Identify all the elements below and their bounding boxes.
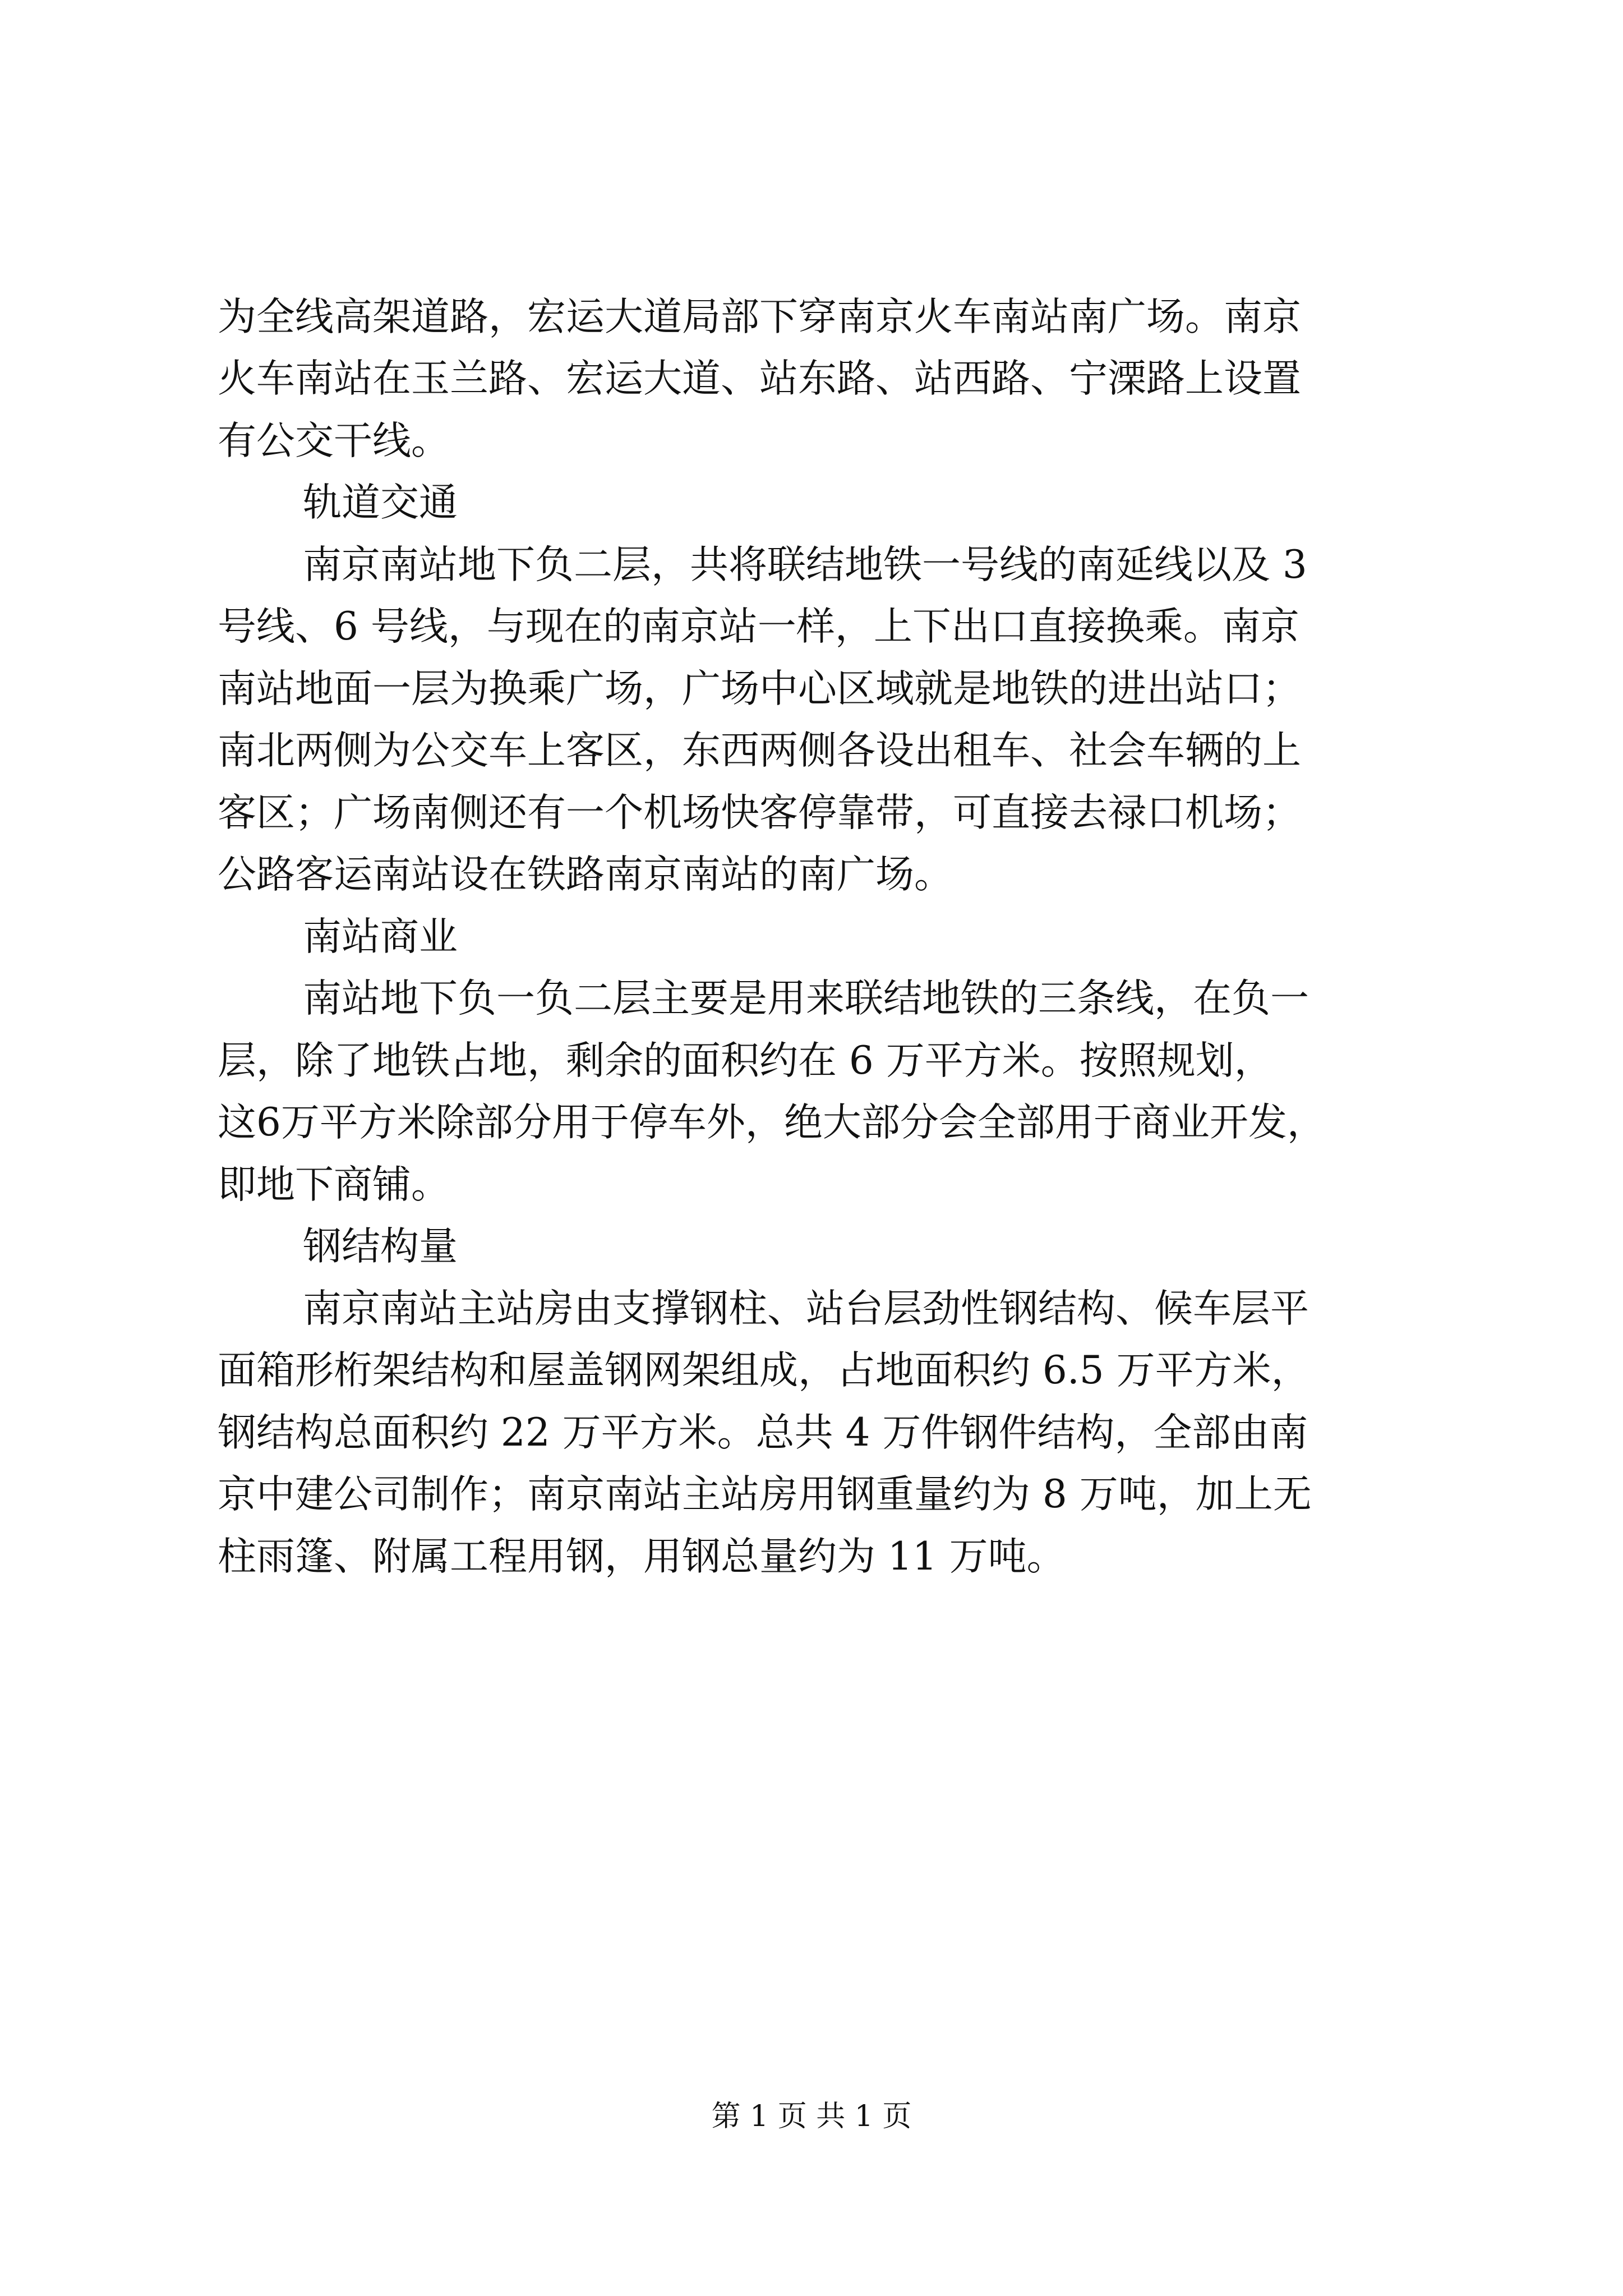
section-heading-rail-transit: 轨道交通 <box>303 480 458 525</box>
paragraph-line: 客区；广场南侧还有一个机场快客停靠带，可直接去禄口机场； <box>218 790 1301 835</box>
paragraph-line: 火车南站在玉兰路、宏运大道、站东路、站西路、宁溧路上设置 <box>218 356 1301 401</box>
paragraph-line: 南京南站地下负二层，共将联结地铁一号线的南延线以及 3 <box>303 542 1307 587</box>
paragraph-line: 面箱形桁架结构和屋盖钢网架组成，占地面积约 6.5 万平方米， <box>218 1348 1310 1393</box>
paragraph-line: 即地下商铺。 <box>218 1162 450 1207</box>
paragraph-line: 这6万平方米除部分用于停车外，绝大部分会全部用于商业开发， <box>218 1100 1326 1145</box>
paragraph-line: 南站地面一层为换乘广场，广场中心区域就是地铁的进出站口； <box>218 666 1301 711</box>
paragraph-line: 号线、6 号线，与现在的南京站一样，上下出口直接换乘。南京 <box>218 604 1299 649</box>
paragraph-line: 柱雨篷、附属工程用钢，用钢总量约为 11 万吨。 <box>218 1534 1066 1579</box>
page-number-footer: 第 1 页 共 1 页 <box>711 2100 912 2133</box>
paragraph-line: 南站地下负一负二层主要是用来联结地铁的三条线，在负一 <box>303 976 1309 1021</box>
paragraph-line: 公路客运南站设在铁路南京南站的南广场。 <box>218 852 953 897</box>
paragraph-line: 南北两侧为公交车上客区，东西两侧各设出租车、社会车辆的上 <box>218 728 1301 773</box>
section-heading-south-station-commerce: 南站商业 <box>303 914 458 959</box>
paragraph-line: 南京南站主站房由支撑钢柱、站台层劲性钢结构、候车层平 <box>303 1286 1309 1331</box>
paragraph-line: 有公交干线。 <box>218 418 450 463</box>
paragraph-line: 钢结构总面积约 22 万平方米。总共 4 万件钢件结构，全部由南 <box>218 1410 1308 1455</box>
paragraph-line: 京中建公司制作；南京南站主站房用钢重量约为 8 万吨，加上无 <box>218 1472 1312 1517</box>
paragraph-line: 为全线高架道路，宏运大道局部下穿南京火车南站南广场。南京 <box>218 295 1301 339</box>
section-heading-steel-structure: 钢结构量 <box>303 1224 458 1269</box>
paragraph-line: 层，除了地铁占地，剩余的面积约在 6 万平方米。按照规划， <box>218 1038 1273 1083</box>
